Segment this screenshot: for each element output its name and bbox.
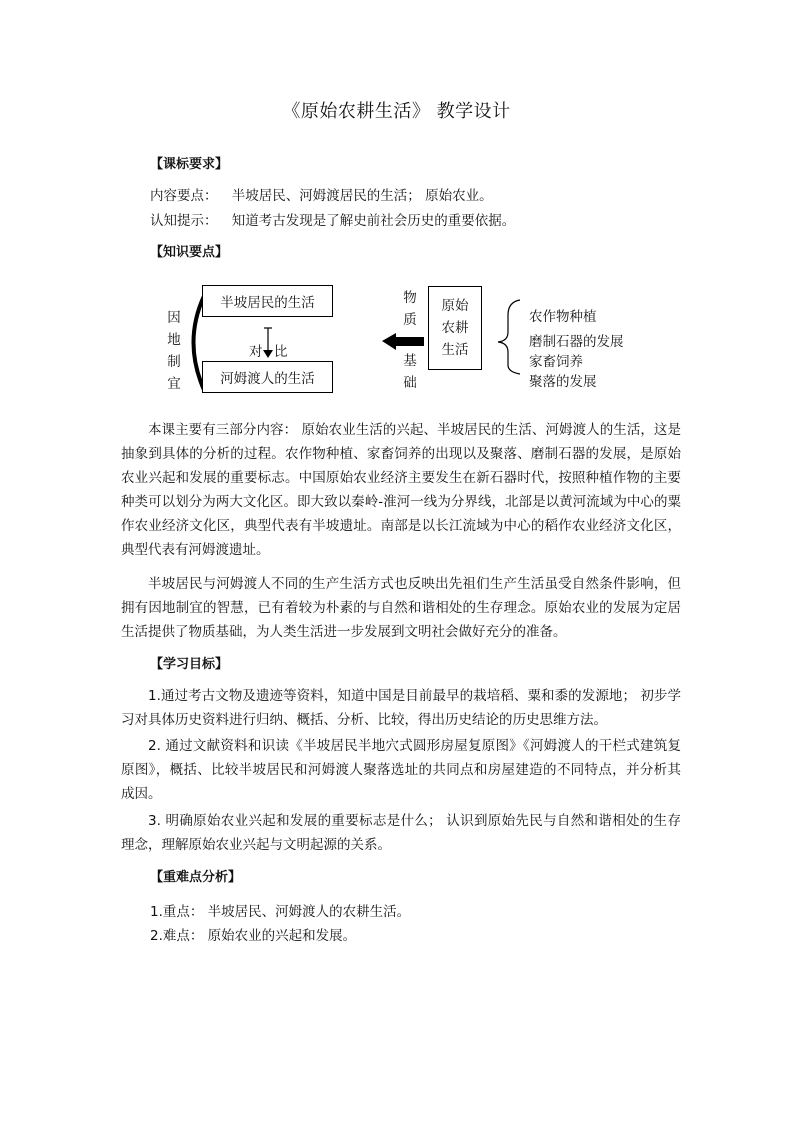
content-points-text: 半坡居民、河姆渡居民的生活； 原始农业。 <box>231 188 493 204</box>
branch-settlements: 聚落的发展 <box>529 374 597 390</box>
adapt-char-1: 因 <box>167 310 181 326</box>
keypoint-difficulty: 2.难点： 原始农业的兴起和发展。 <box>150 928 357 944</box>
branch-stone-tools: 磨制石器的发展 <box>529 334 624 350</box>
cognition-text: 知道考古发现是了解史前社会历史的重要依据。 <box>231 213 516 229</box>
section-curriculum-heading: 【课标要求】 <box>150 157 229 172</box>
material-vertical-text <box>402 287 418 331</box>
foundation-arrow <box>382 333 424 350</box>
center-box-line-1: 原始 <box>441 298 469 314</box>
banpo-box: 半坡居民的生活 <box>202 285 333 317</box>
foundation-char-2: 础 <box>403 375 417 391</box>
section-keypoints-heading: 【重难点分析】 <box>150 870 242 885</box>
branch-livestock: 家畜饲养 <box>529 354 583 370</box>
foundation-char-1: 基 <box>403 353 417 369</box>
compare-left-char: 对 <box>249 344 263 360</box>
center-box-line-3: 生活 <box>441 342 469 358</box>
knowledge-diagram <box>0 0 793 400</box>
material-char-2: 质 <box>403 312 417 328</box>
cognition-label: 认知提示： <box>150 213 218 229</box>
keypoint-focus: 1.重点： 半坡居民、河姆渡人的农耕生活。 <box>150 904 411 920</box>
section-knowledge-heading: 【知识要点】 <box>150 245 229 260</box>
goal-1: 1.通过考古文物及遗迹等资料，知道中国是目前最早的栽培稻、粟和黍的发源地； 初步学习对具体历史资料进行归纳、概括、分析、比较，得出历史结论的历史思维方法。 <box>121 688 681 728</box>
section-goals-heading: 【学习目标】 <box>150 657 229 672</box>
hemudu-box: 河姆渡人的生活 <box>202 361 333 393</box>
document-title: 《原始农耕生活》 教学设计 <box>282 101 511 122</box>
adapt-char-4: 宜 <box>167 376 181 392</box>
foundation-vertical-text <box>402 350 418 394</box>
compare-right-char: 比 <box>274 344 288 360</box>
intro-paragraph: 本课主要有三部分内容： 原始农业生活的兴起、半坡居民的生活、河姆渡人的生活，这是抽象到具体的分析的过程。农作物种植、家畜饲养的出现以及聚落、磨制石器的发展，是原始农业兴起和发展的重要标志。中国原始农业经济主要发生在新石器时代，按照种植作物的主要种类可以划分为两大文化区。即大致以秦岭-淮河一线为分界线，北部是以黄河流域为中心的粟作农业经济文化区，典型代表有半坡遗址。南部是以长江流域为中心的稻作农业经济文化区，典型代表有河姆渡遗址。 <box>121 422 681 558</box>
adapt-char-2: 地 <box>167 332 181 348</box>
diagram-lines <box>0 0 793 400</box>
adapt-char-3: 制 <box>167 354 181 370</box>
content-points-label: 内容要点： <box>150 188 218 204</box>
branch-crop-planting: 农作物种植 <box>529 309 597 325</box>
center-box-line-2: 农耕 <box>441 320 469 336</box>
adapt-vertical-text <box>166 307 182 395</box>
material-char-1: 物 <box>403 290 417 306</box>
primitive-farming-box <box>428 286 482 370</box>
branches-brace <box>498 300 520 374</box>
summary-paragraph: 半坡居民与河姆渡人不同的生产生活方式也反映出先祖们生产生活虽受自然条件影响，但拥有因地制宜的智慧，已有着较为朴素的与自然和谐相处的生存理念。原始农业的发展为定居生活提供了物质基础，为人类生活进一步发展到文明社会做好充分的准备。 <box>121 576 681 640</box>
goal-2: 2. 通过文献资料和识读《半坡居民半地穴式圆形房屋复原图》《河姆渡人的干栏式建筑复原图》，概括、比较半坡居民和河姆渡人聚落选址的共同点和房屋建造的不同特点，并分析其成因。 <box>121 738 681 802</box>
goal-3: 3. 明确原始农业兴起和发展的重要标志是什么； 认识到原始先民与自然和谐相处的生存理念，理解原始农业兴起与文明起源的关系。 <box>121 813 681 853</box>
